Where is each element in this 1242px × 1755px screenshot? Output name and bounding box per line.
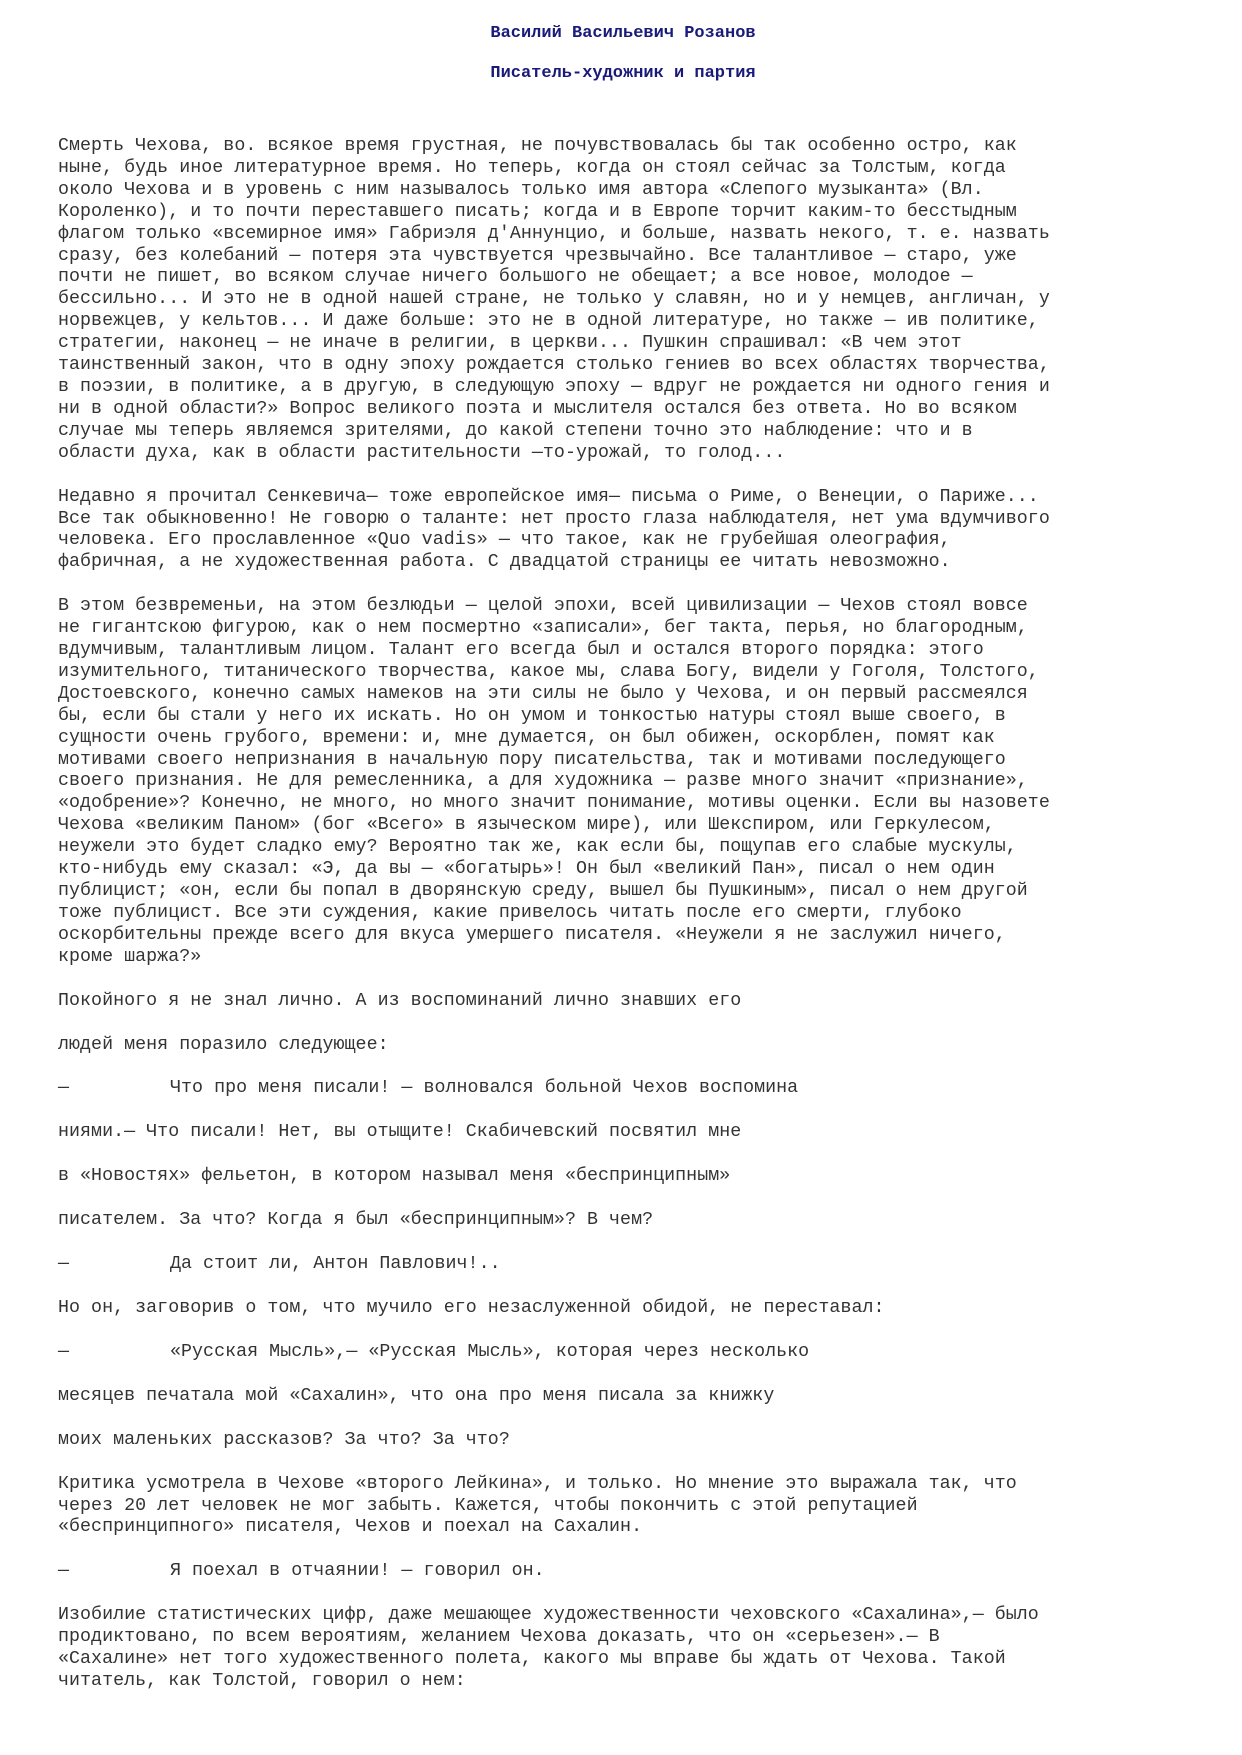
text-line: в «Новостях» фельетон, в котором называл меня «беспринципным» [58, 1166, 731, 1187]
text-line: людей меня поразило следующее: [58, 1034, 389, 1055]
text-line: писателем. За что? Когда я был «беспринципным»? В чем? [58, 1210, 654, 1231]
paragraph [58, 1386, 1188, 1408]
dialogue-line [58, 1254, 1188, 1276]
text-line: «одобрение»? Конечно, не много, но много значит понимание, мотивы оценки. Если вы назовете [58, 793, 1050, 814]
text-line: человека. Его прославленное «Quo vadis» — что такое, как не грубейшая олеография, [58, 530, 951, 551]
text-line: области духа, как в области растительности —то-урожай, то голод... [58, 442, 786, 463]
text-line: продиктовано, по всем вероятиям, желанием Чехова доказать, что он «серьезен».— В [58, 1627, 940, 1648]
text-line: «беспринципного» писателя, Чехов и поехал на Сахалин. [58, 1517, 643, 1538]
text-line: фабричная, а не художественная работа. С двадцатой страницы ее читать невозможно. [58, 552, 951, 573]
paragraph [58, 136, 1188, 465]
text-line: не гигантскою фигурою, как о нем посмертно «записали», бег такта, перья, но благородным, [58, 618, 1028, 639]
text-line: моих маленьких рассказов? За что? За что? [58, 1429, 510, 1450]
paragraph [58, 596, 1188, 968]
dialogue-dash: — [58, 1078, 70, 1099]
dialogue-line [58, 1561, 1188, 1583]
text-line: публицист; «он, если бы попал в дворянскую среду, вышел бы Пушкиным», писал о нем другой [58, 881, 1028, 901]
text-line: таинственный закон, что в одну эпоху рождается столько гениев во всех областях творчества, [58, 355, 1050, 376]
text-line: Недавно я прочитал Сенкевича— тоже европейское имя— письма о Риме, о Венеции, о Париже... [58, 486, 1039, 507]
text-line: сразу, без колебаний — потеря эта чувствуется чрезвычайно. Все талантливое — старо, уже [58, 245, 1017, 266]
paragraph [58, 487, 1188, 575]
text-line: неужели это будет сладко ему? Вероятно так же, как если бы, пощупав его слабые мускулы, [58, 837, 1017, 858]
text-line: изумительного, титанического творчества, какое мы, слава Богу, видели у Гоголя, Толстого, [58, 661, 1039, 682]
text-line: тоже публицист. Все эти суждения, какие привелось читать после его смерти, глубоко [58, 902, 962, 923]
text-line: флагом только «всемирное имя» Габриэля д'Аннунцио, и больше, назвать некого, т. е. назвать [58, 223, 1050, 244]
text-line: месяцев печатала мой «Сахалин», что она про меня писала за книжку [58, 1385, 775, 1406]
text-line: читатель, как Толстой, говорил о нем: [58, 1670, 466, 1691]
work-title: Писатель-художник и партия [490, 64, 756, 83]
text-line: случае мы теперь являемся зрителями, до какой степени точно это наблюдение: что и в [58, 420, 973, 441]
text-line: сущности очень грубого, времени: и, мне думается, он был обижен, оскорблен, помят как [58, 727, 995, 748]
text-line: ниями.— Что писали! Нет, вы отыщите! Скабичевский посвятил мне [58, 1122, 742, 1143]
text-line: Критика усмотрела в Чехове «второго Лейкина», и только. Но мнение это выражала так, что [58, 1473, 1017, 1494]
dialogue-dash: — [58, 1254, 70, 1275]
document-page [58, 22, 1188, 1715]
paragraph [58, 1430, 1188, 1452]
text-line: Я поехал в отчаянии! — говорил он. [170, 1561, 545, 1582]
dialogue-dash: — [58, 1341, 70, 1362]
text-line: Чехова «великим Паном» (бог «Всего» в языческом мире), или Шекспиром, или Геркулесом, [58, 815, 995, 836]
text-line: ныне, будь иное литературное время. Но теперь, когда он стоял сейчас за Толстым, когда [58, 157, 1006, 178]
text-line: Все так обыкновенно! Не говорю о таланте: нет просто глаза наблюдателя, нет ума вдумчивого [58, 508, 1050, 529]
text-line: Да стоит ли, Антон Павлович!.. [170, 1254, 501, 1275]
text-line: Смерть Чехова, во. всякое время грустная, не почувствовалась бы так особенно остро, как [58, 136, 1017, 156]
text-line: норвежцев, у кельтов... И даже больше: это не в одной литературе, но также — ив политике, [58, 311, 1039, 332]
text-line: мотивами своего непризнания в начальную пору писательства, так и мотивами последующего [58, 749, 1006, 770]
paragraph [58, 1605, 1188, 1693]
text-line: бы, если бы стали у него их искать. Но он умом и тонкостью натуры стоял выше своего, в [58, 705, 1006, 726]
text-line: в поэзии, в политике, а в другую, в следующую эпоху — вдруг не рождается ни одного гения и [58, 376, 1050, 397]
text-line: Достоевского, конечно самых намеков на эти силы не было у Чехова, и он первый рассмеялся [58, 683, 1028, 704]
text-line: В этом безвременьи, на этом безлюдьи — целой эпохи, всей цивилизации — Чехов стоял вовсе [58, 596, 1028, 617]
text-line: оскорбительны прежде всего для вкуса умершего писателя. «Неужели я не заслужил ничего, [58, 924, 1006, 945]
text-line: почти не пишет, во всяком случае ничего большого не обещает; а все новое, молодое — [58, 267, 973, 288]
text-line: Короленко), и то почти переставшего писать; когда и в Европе торчит каким-то бесстыдным [58, 201, 1017, 222]
dialogue-dash: — [58, 1561, 70, 1582]
text-line: через 20 лет человек не мог забыть. Кажется, чтобы покончить с этой репутацией [58, 1495, 918, 1516]
paragraph [58, 1035, 1188, 1057]
text-line: вдумчивым, талантливым лицом. Талант его всегда был и остался второго порядка: этого [58, 640, 984, 661]
dialogue-line [58, 1078, 1188, 1100]
text-line: ни в одной области?» Вопрос великого поэта и мыслителя остался без ответа. Но во всяком [58, 398, 1017, 419]
paragraph [58, 1474, 1188, 1540]
text-line: бессильно... И это не в одной нашей стране, не только у славян, но и у немцев, англичан, у [58, 289, 1050, 310]
text-line: своего признания. Не для ремесленника, а для художника — разве много значит «признание», [58, 771, 1028, 792]
text-line: «Русская Мысль»,— «Русская Мысль», которая через несколько [170, 1341, 810, 1362]
paragraph [58, 1210, 1188, 1232]
paragraph [58, 991, 1188, 1013]
paragraph [58, 1298, 1188, 1320]
text-line: «Сахалине» нет того художественного полета, какого мы вправе бы ждать от Чехова. Такой [58, 1649, 1006, 1670]
text-line: кто-нибудь ему сказал: «Э, да вы — «богатырь»! Он был «великий Пан», писал о нем один [58, 859, 995, 880]
author-name: Василий Васильевич Розанов [490, 24, 756, 43]
text-line: около Чехова и в уровень с ним называлось только имя автора «Слепого музыканта» (Вл. [58, 179, 984, 200]
text-line: кроме шаржа?» [58, 946, 202, 967]
dialogue-line [58, 1342, 1188, 1364]
paragraph [58, 1166, 1188, 1188]
body-text [58, 136, 1188, 1693]
text-line: Изобилие статистических цифр, даже мешающее художественности чеховского «Сахалина»,— было [58, 1605, 1039, 1626]
text-line: стратегии, наконец — не иначе в религии, в церкви... Пушкин спрашивал: «В чем этот [58, 333, 962, 354]
paragraph [58, 1122, 1188, 1144]
text-line: Покойного я не знал лично. А из воспоминаний лично знавших его [58, 990, 742, 1011]
text-line: Что про меня писали! — волновался больной Чехов воспомина [170, 1078, 799, 1099]
text-line: Но он, заговорив о том, что мучило его незаслуженной обидой, не переставал: [58, 1297, 885, 1318]
